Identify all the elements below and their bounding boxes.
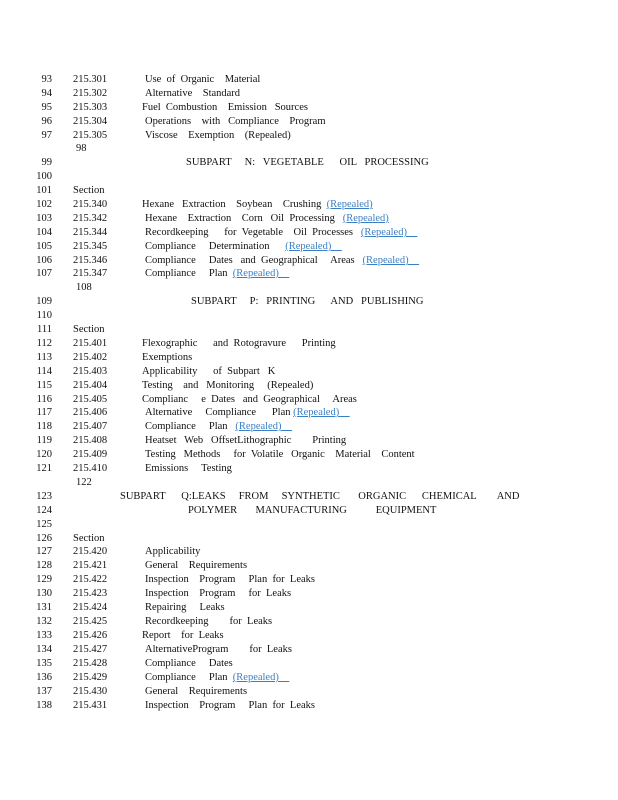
repealed-link[interactable]: (Repealed) — [293, 407, 350, 418]
section-number: 215.427 — [73, 644, 108, 655]
line-number: 118 — [36, 421, 52, 432]
line-number: 125 — [36, 519, 52, 530]
line-number: 123 — [36, 491, 52, 502]
section-number: 215.304 — [73, 116, 108, 127]
section-number: 215.401 — [73, 338, 108, 349]
section-number: 215.409 — [73, 449, 108, 460]
section-title: General Requirements — [145, 560, 248, 571]
line-number: 114 — [36, 366, 52, 377]
section-title: Recordkeeping for Vegetable Oil Processes (Repealed) — [145, 227, 418, 238]
section-title: Compliance Plan (Repealed) — [145, 268, 290, 279]
line-number: 96 — [41, 116, 52, 127]
section-title: Emissions Testing — [145, 463, 232, 474]
section-title: AlternativeProgram for Leaks — [145, 644, 292, 655]
section-title: Compliance Plan (Repealed) — [145, 672, 290, 683]
section-title: Exemptions — [142, 352, 193, 363]
section-title: Compliance Dates — [145, 658, 233, 669]
line-number: 138 — [36, 700, 52, 711]
section-number: 215.405 — [73, 394, 108, 405]
line-number: 109 — [36, 296, 52, 307]
line-number: 101 — [36, 185, 52, 196]
line-number: 112 — [36, 338, 52, 349]
line-number: 117 — [36, 407, 52, 418]
line-number: 129 — [36, 574, 52, 585]
section-number: 215.406 — [73, 407, 108, 418]
line-number: 95 — [41, 102, 52, 113]
section-title: Applicability of Subpart K — [142, 366, 276, 377]
repealed-link[interactable]: (Repealed) — [232, 672, 290, 683]
line-number: 116 — [36, 394, 52, 405]
line-number: 133 — [36, 630, 52, 641]
line-number: 99 — [41, 157, 52, 168]
line-number: 105 — [36, 241, 52, 252]
section-number: 215.302 — [73, 88, 108, 99]
section-title: Repairing Leaks — [145, 602, 225, 613]
section-title: Inspection Program for Leaks — [145, 588, 292, 599]
repealed-link[interactable]: (Repealed) — [285, 241, 342, 252]
section-number: 215.422 — [73, 574, 108, 585]
section-label: Section — [73, 533, 105, 544]
section-title: Report for Leaks — [142, 630, 224, 641]
line-number: 128 — [36, 560, 52, 571]
section-number: 215.410 — [73, 463, 108, 474]
line-number: 104 — [36, 227, 52, 238]
line-number: 132 — [36, 616, 52, 627]
subpart-heading: POLYMER MANUFACTURING EQUIPMENT — [188, 505, 437, 516]
line-number: 121 — [36, 463, 52, 474]
section-title: Hexane Extraction Soybean Crushing (Repealed) — [142, 199, 373, 210]
line-number: 130 — [36, 588, 52, 599]
line-number: 100 — [36, 171, 52, 182]
section-number: 215.305 — [73, 130, 108, 141]
section-number: 215.346 — [73, 255, 108, 266]
section-title: Alternative Standard — [145, 88, 241, 99]
section-title: Flexographic and Rotogravure Printing — [142, 338, 336, 349]
stray-line-number: 108 — [76, 282, 92, 293]
repealed-link[interactable]: (Repealed) — [362, 255, 420, 266]
section-title: Complianc e Dates and Geographical Areas — [142, 394, 357, 405]
subpart-heading: SUBPART N: VEGETABLE OIL PROCESSING — [186, 157, 429, 168]
line-number: 127 — [36, 546, 52, 557]
section-title: Testing Methods for Volatile Organic Material Content — [145, 449, 415, 460]
section-number: 215.430 — [73, 686, 108, 697]
section-title: Viscose Exemption (Repealed) — [145, 130, 291, 141]
repealed-link[interactable]: (Repealed) — [360, 227, 418, 238]
line-number: 106 — [36, 255, 52, 266]
repealed-link[interactable]: (Repealed) — [232, 268, 290, 279]
section-number: 215.342 — [73, 213, 108, 224]
line-number: 93 — [41, 74, 52, 85]
line-number: 119 — [36, 435, 52, 446]
line-number: 103 — [36, 213, 52, 224]
section-number: 215.340 — [73, 199, 108, 210]
section-number: 215.345 — [73, 241, 108, 252]
section-title: Recordkeeping for Leaks — [145, 616, 273, 627]
section-number: 215.303 — [73, 102, 108, 113]
subpart-heading: SUBPART Q:LEAKS FROM SYNTHETIC ORGANIC CHEMICAL AND — [120, 491, 520, 502]
section-title: Testing and Monitoring (Repealed) — [142, 380, 314, 391]
section-title: Alternative Compliance Plan (Repealed) — [145, 407, 350, 418]
section-number: 215.344 — [73, 227, 108, 238]
section-number: 215.301 — [73, 74, 108, 85]
section-title: Compliance Dates and Geographical Areas (Repealed) — [145, 255, 420, 266]
repealed-link[interactable]: (Repealed) — [342, 213, 389, 224]
section-number: 215.431 — [73, 700, 108, 711]
line-number: 102 — [36, 199, 52, 210]
line-number: 120 — [36, 449, 52, 460]
section-number: 215.429 — [73, 672, 108, 683]
section-number: 215.420 — [73, 546, 108, 557]
section-label: Section — [73, 324, 105, 335]
line-number: 134 — [36, 644, 52, 655]
section-title: Use of Organic Material — [145, 74, 261, 85]
section-label: Section — [73, 185, 105, 196]
section-title: Inspection Program Plan for Leaks — [145, 700, 316, 711]
section-number: 215.421 — [73, 560, 108, 571]
stray-line-number: 122 — [76, 477, 92, 488]
line-number: 97 — [41, 130, 52, 141]
section-title: Heatset Web OffsetLithographic Printing — [145, 435, 347, 446]
line-number: 113 — [36, 352, 52, 363]
line-number: 115 — [36, 380, 52, 391]
stray-line-number: 98 — [76, 143, 87, 154]
line-number: 136 — [36, 672, 52, 683]
line-number: 137 — [36, 686, 52, 697]
section-title: Applicability — [145, 546, 201, 557]
section-number: 215.425 — [73, 616, 108, 627]
line-number: 110 — [36, 310, 52, 321]
section-number: 215.426 — [73, 630, 108, 641]
section-number: 215.408 — [73, 435, 108, 446]
subpart-heading: SUBPART P: PRINTING AND PUBLISHING — [191, 296, 424, 307]
line-number: 135 — [36, 658, 52, 669]
section-number: 215.428 — [73, 658, 108, 669]
section-title: Fuel Combustion Emission Sources — [142, 102, 308, 113]
line-number: 131 — [36, 602, 52, 613]
section-number: 215.404 — [73, 380, 108, 391]
section-title: Compliance Plan (Repealed) — [145, 421, 292, 432]
section-number: 215.423 — [73, 588, 108, 599]
line-number: 126 — [36, 533, 52, 544]
section-number: 215.424 — [73, 602, 108, 613]
section-number: 215.402 — [73, 352, 108, 363]
section-number: 215.403 — [73, 366, 108, 377]
section-number: 215.347 — [73, 268, 108, 279]
line-number: 107 — [36, 268, 52, 279]
line-number: 124 — [36, 505, 52, 516]
section-title: Operations with Compliance Program — [145, 116, 326, 127]
section-title: Inspection Program Plan for Leaks — [145, 574, 316, 585]
repealed-link[interactable]: (Repealed) — [235, 421, 292, 432]
repealed-link[interactable]: (Repealed) — [326, 199, 373, 210]
line-number: 111 — [37, 324, 52, 335]
section-title: General Requirements — [145, 686, 248, 697]
section-title: Compliance Determination (Repealed) — [145, 241, 342, 252]
section-title: Hexane Extraction Corn Oil Processing (Repealed) — [145, 213, 389, 224]
line-number: 94 — [41, 88, 52, 99]
section-number: 215.407 — [73, 421, 108, 432]
